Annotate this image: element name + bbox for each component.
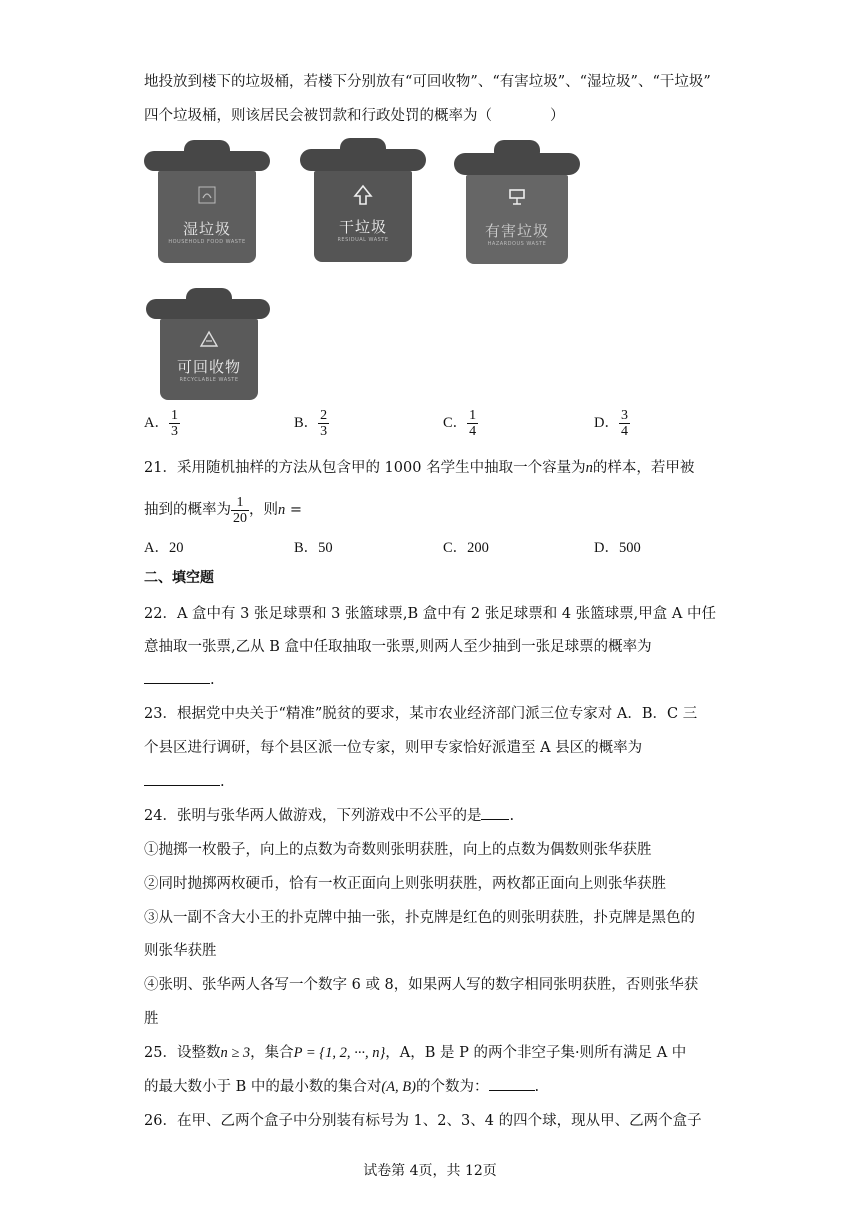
q20-option-a[interactable] xyxy=(144,408,180,439)
q26-line-1: 26．在甲、乙两个盒子中分别装有标号为 1、2、3、4 的四个球，现从甲、乙两个盒子 xyxy=(144,1113,702,1129)
frac-denominator: 20 xyxy=(233,510,247,526)
bin-hazardous-waste xyxy=(454,140,580,264)
frac-denominator: 3 xyxy=(170,424,178,439)
option-letter: D． xyxy=(594,414,619,431)
page-footer: 试卷第 4页，共 12页 xyxy=(363,1163,497,1179)
q22-line-2: 意抽取一张票,乙从 B 盒中任取抽取一张票,则两人至少抽到一张足球票的概率为 xyxy=(144,639,652,655)
q21-text: 抽到的概率为 xyxy=(144,502,231,518)
q24-item-3-line-2: 则张华获胜 xyxy=(144,943,217,959)
frac-denominator: 4 xyxy=(620,424,628,439)
q25-text: ，A，B 是 P 的两个非空子集·则所有满足 A 中 xyxy=(385,1045,687,1061)
bin-label: 可回收物 xyxy=(176,358,241,376)
bin-sublabel: RECYCLABLE WASTE xyxy=(179,377,239,383)
q25-line-2: 的最大数小于 B 中的最小数的集合对(A, B)的个数为： . xyxy=(144,1079,540,1095)
q25-answer-blank[interactable] xyxy=(489,1090,535,1091)
q21-line-1 xyxy=(144,458,694,478)
q20-text-line-1: 地投放到楼下的垃圾桶，若楼下分别放有“可回收物”、“有害垃圾”、“湿垃圾”、“干垃圾” xyxy=(144,74,711,90)
variable-n: n xyxy=(278,502,286,518)
q20-text-line-2: 四个垃圾桶，则该居民会被罚款和行政处罚的概率为（ ） xyxy=(144,108,565,124)
q21-text: 21．采用随机抽样的方法从包含甲的 1000 名学生中抽取一个容量为 xyxy=(144,460,586,476)
bin-wet-waste xyxy=(144,140,270,264)
q24-text: 24．张明与张华两人做游戏，下列游戏中不公平的是 xyxy=(144,808,482,824)
frac-denominator: 3 xyxy=(320,424,328,439)
q24-answer-blank[interactable] xyxy=(481,819,509,820)
q25-text: 的最大数小于 B 中的最小数的集合对 xyxy=(144,1079,382,1095)
bin-sublabel: HOUSEHOLD FOOD WASTE xyxy=(168,239,246,245)
recycle-icon xyxy=(199,330,219,348)
food-waste-icon xyxy=(198,186,216,204)
q21-option-d[interactable]: D．500 xyxy=(594,540,641,556)
q24-item-1: ①抛掷一枚骰子，向上的点数为奇数则张明获胜，向上的点数为偶数则张华获胜 xyxy=(144,842,652,858)
q25-line-1 xyxy=(144,1043,686,1063)
q20-option-b[interactable] xyxy=(294,408,329,439)
q22-line-1: 22．A 盒中有 3 张足球票和 3 张篮球票,B 盒中有 2 张足球票和 4 张篮球票,甲盒 A 中任 xyxy=(144,606,716,622)
q21-option-c[interactable]: C．200 xyxy=(443,540,489,556)
q21-text: = xyxy=(285,502,303,518)
q25-text: 25．设整数 xyxy=(144,1045,221,1061)
bin-sublabel: HAZARDOUS WASTE xyxy=(487,241,547,247)
option-letter: C． xyxy=(443,414,468,431)
option-letter: B． xyxy=(294,414,319,431)
q21-text: 的样本，若甲被 xyxy=(592,460,695,476)
q25-set: P = {1, 2, ···, n} xyxy=(293,1045,386,1061)
q21-option-a[interactable]: A．20 xyxy=(144,540,184,556)
bin-dry-waste xyxy=(300,138,426,262)
bin-recyclable xyxy=(146,288,272,400)
option-letter: A． xyxy=(144,414,169,431)
frac-denominator: 4 xyxy=(469,424,477,439)
q25-pair: (A, B) xyxy=(381,1079,416,1095)
bin-sublabel: RESIDUAL WASTE xyxy=(337,237,389,243)
frac-numerator: 2 xyxy=(320,408,328,423)
q24-item-4-line-2: 胜 xyxy=(144,1011,159,1027)
q25-text: 的个数为： xyxy=(416,1079,489,1095)
q21-text: ，则 xyxy=(249,502,278,518)
q24-item-2: ②同时抛掷两枚硬币，恰有一枚正面向上则张明获胜，两枚都正面向上则张华获胜 xyxy=(144,876,666,892)
bin-label: 干垃圾 xyxy=(338,218,387,236)
q23-line-2: 个县区进行调研，每个县区派一位专家，则甲专家恰好派遣至 A 县区的概率为 xyxy=(144,740,643,756)
frac-numerator: 1 xyxy=(469,408,477,423)
q24-item-4-line-1: ④张明、张华两人各写一个数字 6 或 8，如果两人写的数字相同张明获胜，否则张华获 xyxy=(144,977,699,993)
section-heading: 二、填空题 xyxy=(144,570,214,586)
q23-answer-blank[interactable]: . xyxy=(144,772,225,792)
q23-line-1: 23．根据党中央关于“精准”脱贫的要求，某市农业经济部门派三位专家对 A．B．C 三 xyxy=(144,706,698,722)
q20-option-c[interactable] xyxy=(443,408,478,439)
residual-waste-icon xyxy=(353,184,373,206)
q25-condition: n ≥ 3 xyxy=(220,1045,251,1061)
bin-label: 有害垃圾 xyxy=(484,222,549,240)
frac-numerator: 1 xyxy=(170,408,178,423)
hazardous-waste-icon xyxy=(507,188,527,206)
frac-numerator: 3 xyxy=(620,408,628,423)
q24-stem: 24．张明与张华两人做游戏，下列游戏中不公平的是 . xyxy=(144,808,515,824)
variable-n: n xyxy=(585,460,593,476)
q21-option-b[interactable]: B．50 xyxy=(294,540,333,556)
q21-line-2 xyxy=(144,494,302,526)
q25-text: ，集合 xyxy=(250,1045,294,1061)
frac-numerator: 1 xyxy=(231,495,249,511)
q24-item-3-line-1: ③从一副不含大小王的扑克牌中抽一张，扑克牌是红色的则张明获胜，扑克牌是黑色的 xyxy=(144,910,695,926)
q22-answer-blank[interactable]: . xyxy=(144,670,215,690)
q20-option-d[interactable] xyxy=(594,408,630,439)
bin-label: 湿垃圾 xyxy=(182,220,231,238)
